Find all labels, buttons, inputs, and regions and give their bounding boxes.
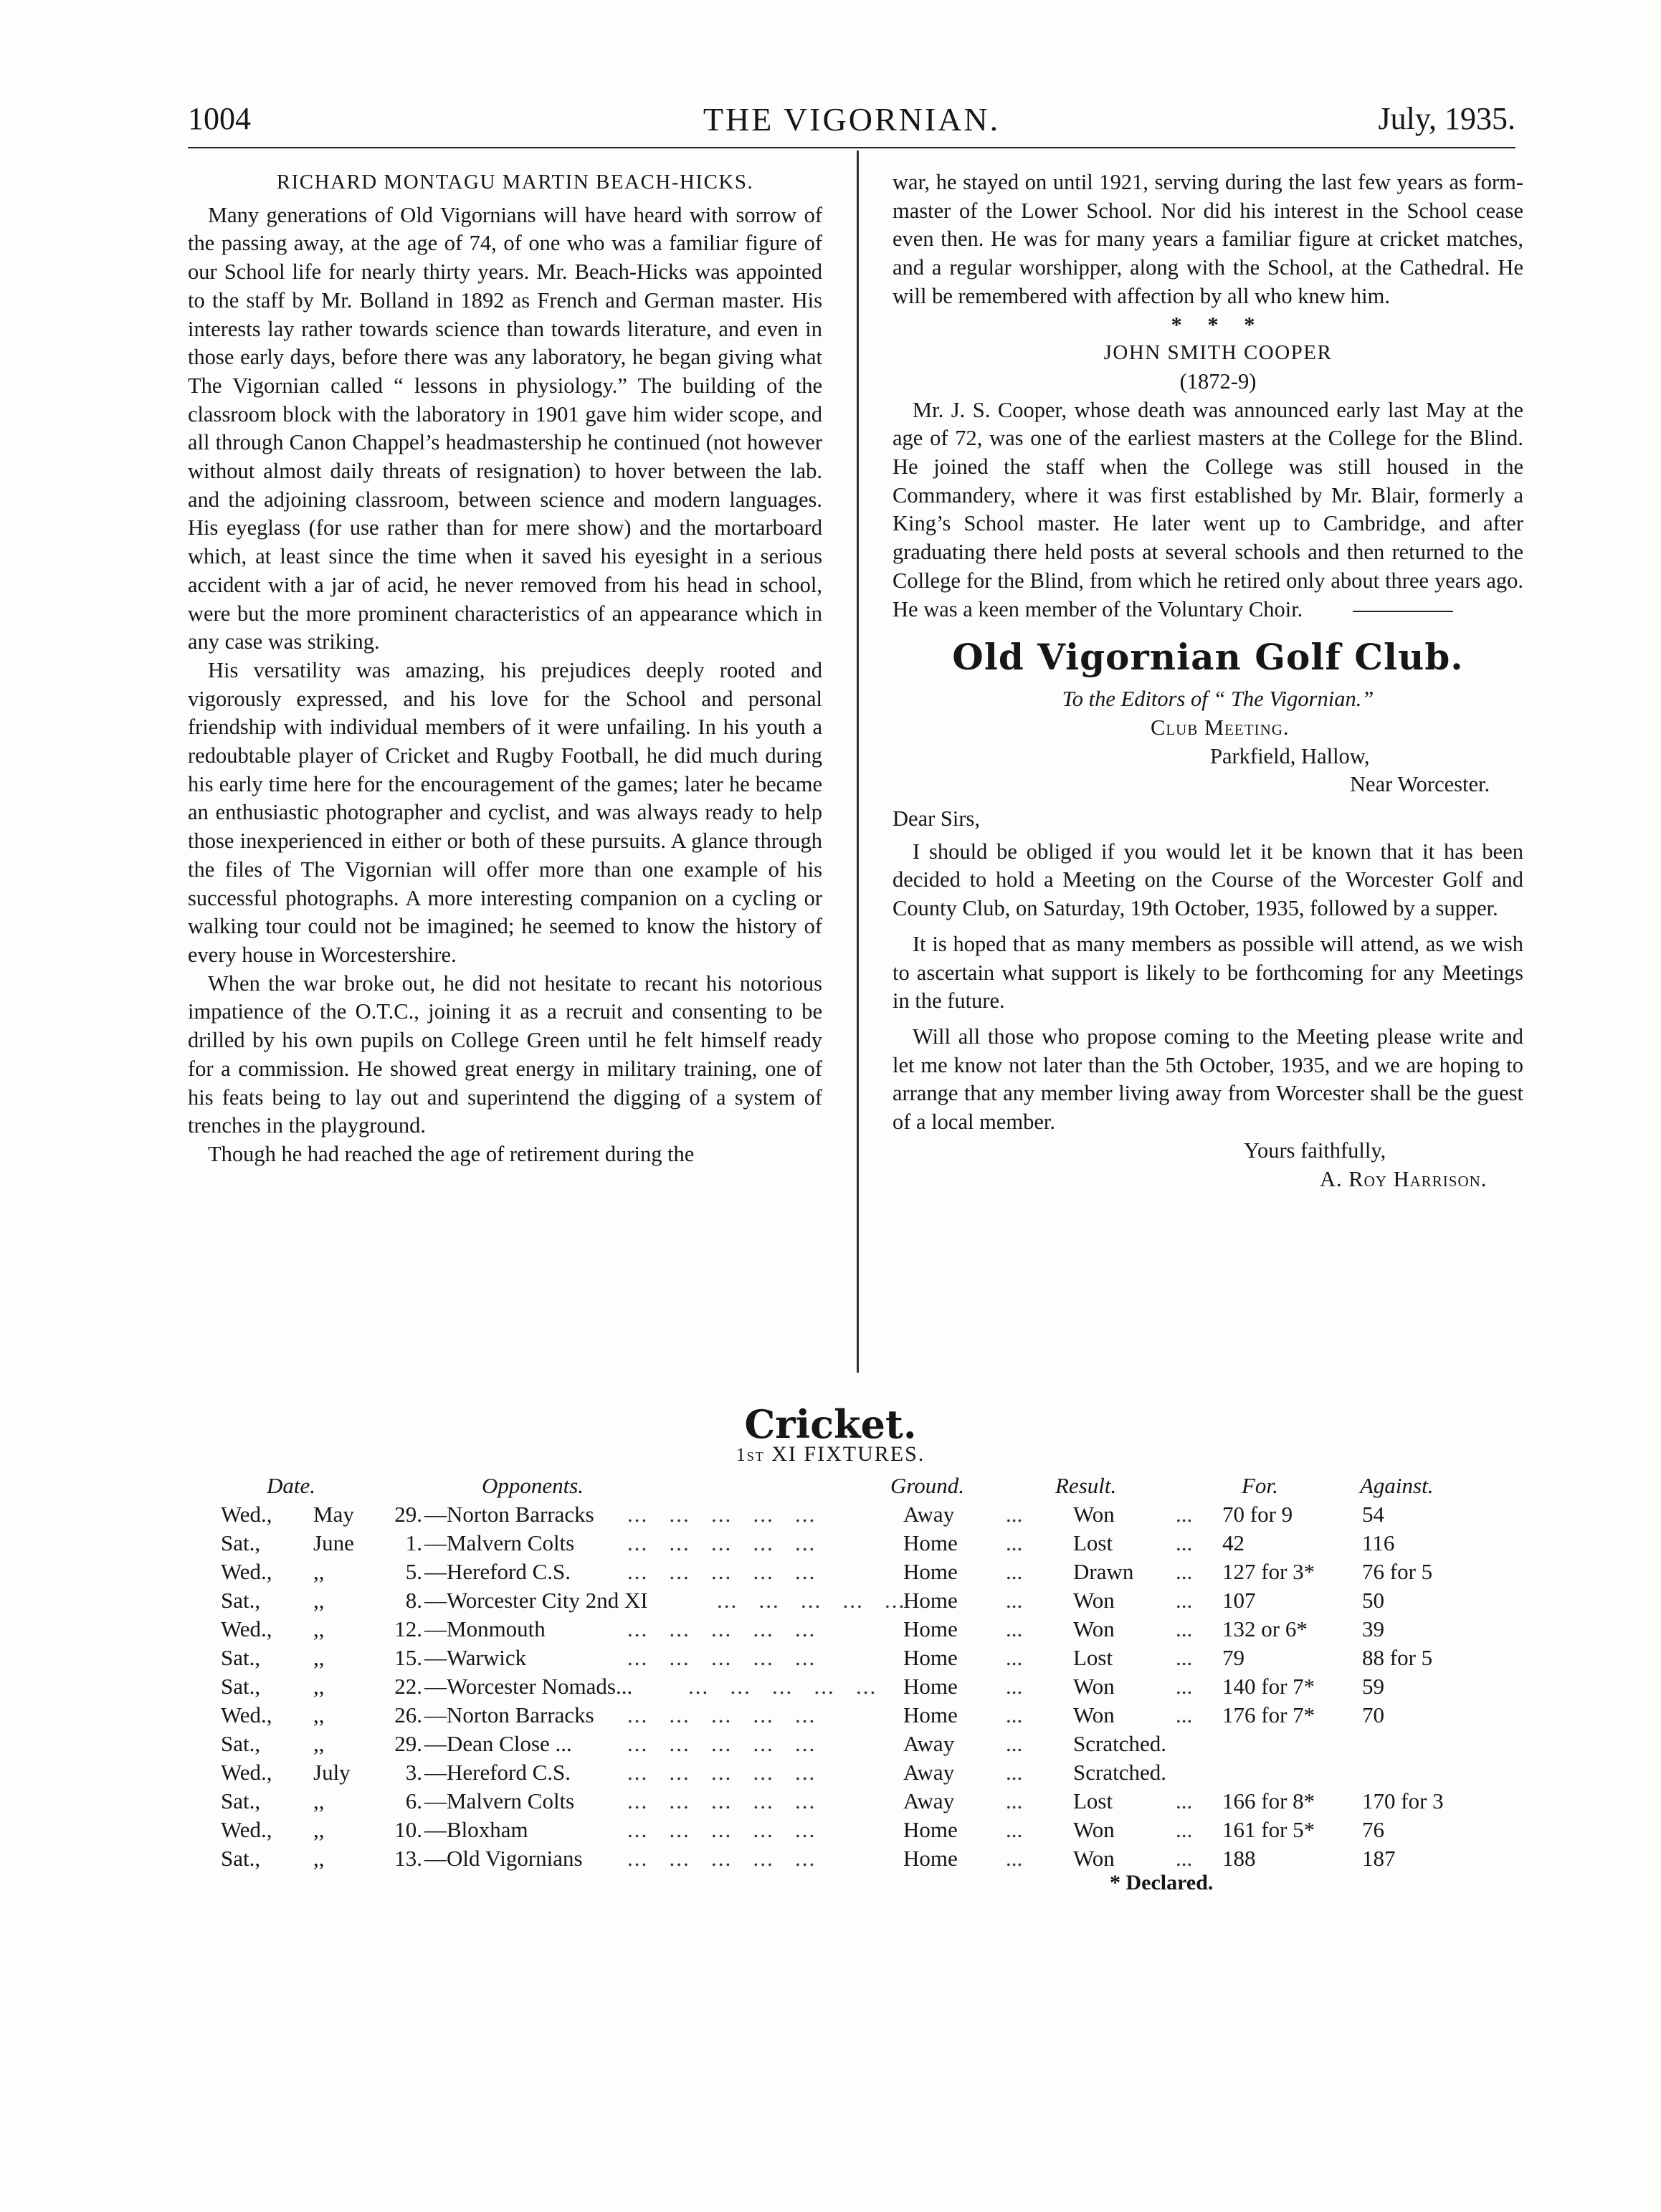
fixture-for: 140 for 7*	[1222, 1674, 1315, 1699]
fixture-result: Scratched.	[1073, 1760, 1166, 1785]
fixture-date-number: 15.	[394, 1645, 422, 1670]
fixture-ground: Home	[903, 1817, 958, 1842]
leader-dots: ...	[1176, 1702, 1193, 1727]
leader-dots: ...	[1006, 1502, 1023, 1527]
obituary-continuation: war, he stayed on until 1921, serving during the last few years as form-master of the Lower School. Nor did his interest in the School cease even then. He was for many years a familiar figure at cricket matches, and a regular worshipper, along with the School, at the Cathedral. He will be remembered with affection by all who knew him.	[893, 170, 1523, 308]
fixture-row	[0, 1702, 1661, 1731]
fixture-ground: Home	[903, 1588, 958, 1613]
column-header-date: Date.	[267, 1473, 316, 1498]
obituary-heading-cooper: JOHN SMITH COOPER	[1103, 341, 1333, 365]
fixture-ground: Home	[903, 1530, 958, 1555]
fixture-month: July	[313, 1760, 351, 1785]
leader-dots: ... ... ... ... ...	[627, 1702, 817, 1727]
obituary-paragraph: When the war broke out, he did not hesitate to recant his notorious impatience of the O.T.C., joining it as a recruit and consenting to be drilled by his own pupils on College Green until he felt himself ready for a commission. He showed great energy in military training, one of his feats being to lay out and superintend the digging of a system of trenches in the playground.	[188, 971, 822, 1138]
cricket-heading: Cricket.	[744, 1401, 917, 1447]
leader-dots: ... ... ... ... ...	[627, 1788, 817, 1813]
fixture-against: 39	[1362, 1616, 1384, 1641]
fixture-row	[0, 1588, 1661, 1616]
golf-paragraph: It is hoped that as many members as possible will attend, as we wish to ascertain what support is likely to be forthcoming for any Meetings in the future.	[893, 931, 1523, 1014]
fixture-date-number: 22.	[394, 1674, 422, 1699]
fixture-month: ,,	[313, 1674, 325, 1699]
fixture-row	[0, 1616, 1661, 1645]
leader-dots: ...	[1176, 1502, 1193, 1527]
fixture-opponent: —Hereford C.S.	[424, 1760, 571, 1785]
fixture-ground: Away	[903, 1760, 955, 1785]
fixture-against: 170 for 3	[1362, 1788, 1444, 1813]
leader-dots: ...	[1176, 1788, 1193, 1813]
fixture-row	[0, 1731, 1661, 1760]
leader-dots: ... ... ... ... ...	[627, 1760, 817, 1785]
fixture-ground: Home	[903, 1702, 958, 1727]
fixture-row	[0, 1817, 1661, 1846]
leader-dots: ...	[1006, 1760, 1023, 1785]
fixture-opponent: —Hereford C.S.	[424, 1559, 571, 1584]
fixtures-header-row	[0, 1473, 1661, 1502]
golf-letter-to-line: To the Editors of “ The Vigornian.”	[1062, 687, 1374, 712]
fixture-opponent: —Norton Barracks	[424, 1702, 594, 1727]
fixture-month: ,,	[313, 1846, 325, 1871]
fixture-opponent: —Malvern Colts	[424, 1788, 575, 1813]
fixture-ground: Home	[903, 1616, 958, 1641]
golf-paragraph: I should be obliged if you would let it be known that it has been decided to hold a Meeting on the Course of the Worcester Golf and County Club, on Saturday, 19th October, 1935, followed by a supper.	[893, 839, 1523, 921]
leader-dots: ... ... ... ... ...	[627, 1817, 817, 1842]
fixture-result: Drawn	[1073, 1559, 1134, 1584]
fixture-month: ,,	[313, 1817, 325, 1842]
fixture-day: Sat.,	[221, 1731, 261, 1756]
column-header-for: For.	[1242, 1473, 1278, 1498]
fixture-row	[0, 1788, 1661, 1817]
leader-dots: ...	[1006, 1645, 1023, 1670]
fixture-day: Sat.,	[221, 1588, 261, 1613]
fixture-against: 88 for 5	[1362, 1645, 1433, 1670]
fixture-month: ,,	[313, 1731, 325, 1756]
fixture-opponent: —Worcester Nomads...	[424, 1674, 633, 1699]
leader-dots: ... ... ... ... ...	[627, 1559, 817, 1584]
fixture-day: Wed.,	[221, 1502, 272, 1527]
leader-dots: ... ... ... ... ...	[717, 1588, 906, 1613]
fixture-result: Won	[1073, 1702, 1115, 1727]
leader-dots: ...	[1006, 1559, 1023, 1584]
golf-signature: A. Roy Harrison.	[1320, 1166, 1488, 1191]
column-header-ground: Ground.	[890, 1473, 965, 1498]
fixture-opponent: —Monmouth	[424, 1616, 546, 1641]
leader-dots: ...	[1176, 1846, 1193, 1871]
fixture-against: 70	[1362, 1702, 1384, 1727]
golf-salutation: Dear Sirs,	[893, 806, 980, 831]
fixture-month: ,,	[313, 1588, 325, 1613]
fixture-row	[0, 1645, 1661, 1674]
fixture-result: Won	[1073, 1674, 1115, 1699]
fixture-month: ,,	[313, 1616, 325, 1641]
golf-address-line-1: Parkfield, Hallow,	[1210, 743, 1370, 768]
leader-dots: ...	[1176, 1645, 1193, 1670]
fixture-month: ,,	[313, 1559, 325, 1584]
fixture-day: Wed.,	[221, 1817, 272, 1842]
cricket-subheading-text: XI FIXTURES.	[771, 1442, 925, 1466]
issue-date: July, 1935.	[1378, 101, 1515, 136]
fixture-result: Scratched.	[1073, 1731, 1166, 1756]
fixture-day: Sat.,	[221, 1530, 261, 1555]
leader-dots: ... ... ... ... ...	[627, 1846, 817, 1871]
leader-dots: ...	[1176, 1559, 1193, 1584]
fixture-date-number: 5.	[405, 1559, 422, 1584]
fixture-day: Sat.,	[221, 1645, 261, 1670]
leader-dots: ... ... ... ... ...	[627, 1731, 817, 1756]
fixture-against: 59	[1362, 1674, 1384, 1699]
fixture-result: Won	[1073, 1588, 1115, 1613]
fixture-day: Wed.,	[221, 1702, 272, 1727]
fixture-against: 187	[1362, 1846, 1396, 1871]
column-header-against: Against.	[1360, 1473, 1434, 1498]
fixture-against: 50	[1362, 1588, 1384, 1613]
leader-dots: ... ... ... ... ...	[688, 1674, 877, 1699]
leader-dots: ...	[1006, 1846, 1023, 1871]
fixture-day: Wed.,	[221, 1559, 272, 1584]
fixture-day: Sat.,	[221, 1788, 261, 1813]
fixture-month: May	[313, 1502, 354, 1527]
fixture-against: 76	[1362, 1817, 1384, 1842]
leader-dots: ...	[1176, 1588, 1193, 1613]
leader-dots: ...	[1176, 1530, 1193, 1555]
journal-title: THE VIGORNIAN.	[703, 101, 1001, 138]
fixture-ground: Home	[903, 1846, 958, 1871]
fixture-ground: Away	[903, 1731, 955, 1756]
fixture-day: Sat.,	[221, 1846, 261, 1871]
leader-dots: ...	[1176, 1616, 1193, 1641]
fixture-opponent: —Dean Close ...	[424, 1731, 572, 1756]
fixture-result: Won	[1073, 1502, 1115, 1527]
fixture-row	[0, 1674, 1661, 1702]
fixture-result: Lost	[1073, 1788, 1113, 1813]
fixture-for: 132 or 6*	[1222, 1616, 1308, 1641]
leader-dots: ...	[1006, 1674, 1023, 1699]
club-meeting-label: Club Meeting.	[1151, 715, 1290, 740]
fixture-result: Won	[1073, 1616, 1115, 1641]
fixture-date-number: 6.	[405, 1788, 422, 1813]
page-number: 1004	[188, 101, 251, 136]
fixture-date-number: 8.	[405, 1588, 422, 1613]
fixture-opponent: —Malvern Colts	[424, 1530, 575, 1555]
golf-closing: Yours faithfully,	[1244, 1138, 1386, 1163]
column-header-opponents: Opponents.	[482, 1473, 584, 1498]
fixture-ground: Away	[903, 1788, 955, 1813]
leader-dots: ...	[1006, 1588, 1023, 1613]
obituary-heading-beach-hicks: RICHARD MONTAGU MARTIN BEACH-HICKS.	[276, 171, 754, 194]
separator-stars: * * *	[1171, 312, 1265, 337]
fixture-month: ,,	[313, 1645, 325, 1670]
fixture-against: 76 for 5	[1362, 1559, 1433, 1584]
fixture-for: 176 for 7*	[1222, 1702, 1315, 1727]
fixture-against: 116	[1362, 1530, 1395, 1555]
fixture-date-number: 12.	[394, 1616, 422, 1641]
fixture-ground: Home	[903, 1559, 958, 1584]
fixture-for: 107	[1222, 1588, 1256, 1613]
fixture-opponent: —Warwick	[424, 1645, 527, 1670]
fixture-date-number: 13.	[394, 1846, 422, 1871]
declared-footnote: * Declared.	[1110, 1871, 1214, 1894]
leader-dots: ...	[1176, 1817, 1193, 1842]
fixture-month: ,,	[313, 1702, 325, 1727]
fixture-for: 79	[1222, 1645, 1244, 1670]
fixture-day: Wed.,	[221, 1616, 272, 1641]
fixture-date-number: 29.	[394, 1502, 422, 1527]
fixture-for: 42	[1222, 1530, 1244, 1555]
fixture-result: Won	[1073, 1817, 1115, 1842]
leader-dots: ...	[1176, 1674, 1193, 1699]
fixture-row	[0, 1559, 1661, 1588]
leader-dots: ...	[1006, 1788, 1023, 1813]
leader-dots: ... ... ... ... ...	[627, 1530, 817, 1555]
fixture-date-number: 26.	[394, 1702, 422, 1727]
fixture-opponent: —Old Vigornians	[424, 1846, 583, 1871]
fixture-date-number: 1.	[405, 1530, 422, 1555]
fixture-month: ,,	[313, 1788, 325, 1813]
fixture-for: 166 for 8*	[1222, 1788, 1315, 1813]
leader-dots: ... ... ... ... ...	[627, 1502, 817, 1527]
fixture-for: 70 for 9	[1222, 1502, 1293, 1527]
fixture-result: Lost	[1073, 1645, 1113, 1670]
fixture-result: Won	[1073, 1846, 1115, 1871]
obituary-years: (1872-9)	[1179, 368, 1257, 394]
fixture-for: 127 for 3*	[1222, 1559, 1315, 1584]
fixture-row	[0, 1502, 1661, 1530]
leader-dots: ...	[1006, 1817, 1023, 1842]
fixture-opponent: —Norton Barracks	[424, 1502, 594, 1527]
fixture-day: Sat.,	[221, 1674, 261, 1699]
fixture-for: 188	[1222, 1846, 1256, 1871]
fixture-ground: Home	[903, 1645, 958, 1670]
column-header-result: Result.	[1055, 1473, 1117, 1498]
fixture-date-number: 3.	[405, 1760, 422, 1785]
golf-address-line-2: Near Worcester.	[1350, 772, 1490, 797]
fixture-row	[0, 1530, 1661, 1559]
obituary-paragraph: His versatility was amazing, his prejudices deeply rooted and vigorously expressed, and his love for the School and personal friendship with individual members of it were unfailing. In his youth a redoubtable player of Cricket and Rugby Football, he did much during his early time here for the encouragement of the games; later he became an enthusiastic photographer and cyclist, and was always ready to help those inexperienced in either or both of these pursuits. A glance through the files of The Vigornian will offer more than one example of his successful photographs. A more interesting companion on a cycling or walking tour could not be imagined; he seemed to know the history of every house in Worcestershire.	[188, 657, 822, 967]
fixture-result: Lost	[1073, 1530, 1113, 1555]
leader-dots: ... ... ... ... ...	[627, 1645, 817, 1670]
fixture-against: 54	[1362, 1502, 1384, 1527]
golf-club-heading: Old Vigornian Golf Club.	[952, 636, 1464, 679]
golf-paragraph: Will all those who propose coming to the Meeting please write and let me know not later than the 5th October, 1935, and we are hoping to arrange that any member living away from Worcester shall be the guest of a local member.	[893, 1024, 1523, 1135]
leader-dots: ...	[1006, 1616, 1023, 1641]
leader-dots: ...	[1006, 1731, 1023, 1756]
obituary-cooper-text: Mr. J. S. Cooper, whose death was announced early last May at the age of 72, was one of the earliest masters at the College for the Blind. He joined the staff when the College was still housed in the Commandery, where it was first established by Mr. Blair, formerly a King’s School master. He later went up to Cambridge, and after graduating there held posts at several schools and then returned to the College for the Blind, from which he retired only about three years ago. He was a keen member of the Voluntary Choir.	[893, 397, 1523, 621]
fixture-opponent: —Worcester City 2nd XI	[424, 1588, 648, 1613]
fixture-opponent: —Bloxham	[424, 1817, 528, 1842]
fixture-row	[0, 1846, 1661, 1874]
cricket-subheading-prefix: 1st	[736, 1444, 765, 1465]
obituary-paragraph: Though he had reached the age of retirement during the	[208, 1141, 695, 1166]
obituary-paragraph: Many generations of Old Vigornians will have heard with sorrow of the passing away, at the age of 74, of one who was a familiar figure of our School life for nearly thirty years. Mr. Beach-Hicks was appointed to the staff by Mr. Bolland in 1892 as French and German master. His interests lay rather towards science than towards literature, and even in those early days, before there was any laboratory, he began giving what The Vigornian called “ lessons in physiology.” The building of the classroom block with the laboratory in 1901 gave him wider scope, and all through Canon Chappel’s headmastership he continued (not however without almost daily threats of resignation) to hover between the lab. and the adjoining classroom, between science and modern languages. His eyeglass (for use rather than for mere show) and the mortarboard which, at least since the time when it saved his eyesight in a serious accident with a jar of acid, he never removed from his head in school, were but the more prominent characteristics of an appearance which in any case was striking.	[188, 202, 822, 654]
fixture-for: 161 for 5*	[1222, 1817, 1315, 1842]
fixture-date-number: 10.	[394, 1817, 422, 1842]
fixture-date-number: 29.	[394, 1731, 422, 1756]
fixture-ground: Home	[903, 1674, 958, 1699]
fixture-month: June	[313, 1530, 354, 1555]
fixture-row	[0, 1760, 1661, 1788]
leader-dots: ...	[1006, 1702, 1023, 1727]
fixture-day: Wed.,	[221, 1760, 272, 1785]
leader-dots: ... ... ... ... ...	[627, 1616, 817, 1641]
fixture-ground: Away	[903, 1502, 955, 1527]
leader-dots: ...	[1006, 1530, 1023, 1555]
